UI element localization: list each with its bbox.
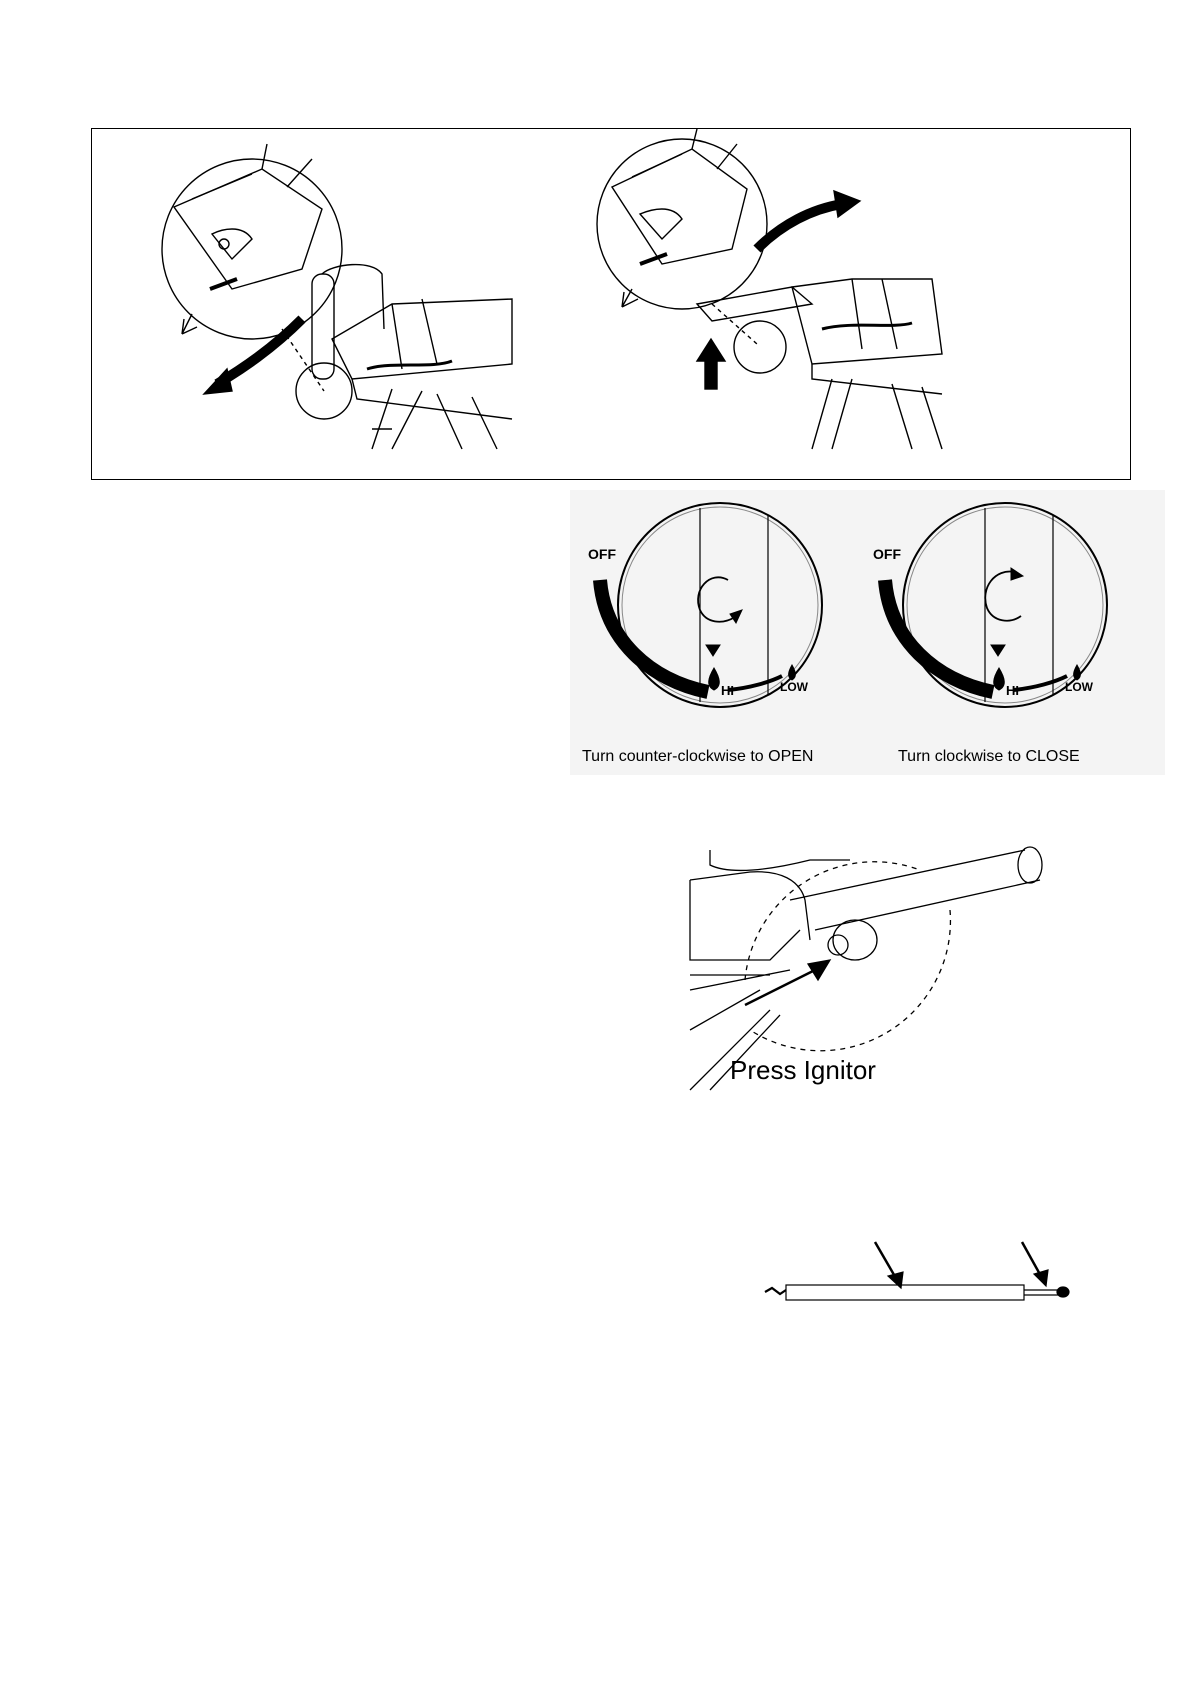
match-holder-figure [760,1240,1080,1320]
side-shelf-illustration [92,129,1132,481]
flame-hi-icon [994,668,1005,690]
knob-open-off-label: OFF [588,546,616,562]
knob-open-dial [570,490,870,740]
pointer-triangle-icon [706,645,720,656]
up-arrow-icon [705,359,717,389]
flame-low-icon [1074,665,1081,680]
zoom-circle-icon [162,159,342,339]
control-knob-figure [570,490,1165,775]
ignitor-figure [650,830,1080,1100]
rotate-ccw-arrow-icon [698,577,735,621]
match-holder-illustration [760,1240,1080,1320]
press-ignitor-label: Press Ignitor [730,1055,876,1085]
curved-arrow-icon [217,319,302,384]
flame-low-icon [789,665,796,680]
flame-hi-icon [709,668,720,690]
knob-close-low-label: LOW [1065,680,1093,694]
knob-open-low-label: LOW [780,680,808,694]
knob-close-hi-label: HI [1006,683,1019,698]
knob-close-dial [855,490,1155,740]
knob-close-off-label: OFF [873,546,901,562]
knob-close-caption: Turn clockwise to CLOSE [898,748,1080,765]
knob-open-caption: Turn counter-clockwise to OPEN [582,748,814,765]
knob-open-hi-label: HI [721,683,734,698]
side-shelf-figure [91,128,1131,480]
